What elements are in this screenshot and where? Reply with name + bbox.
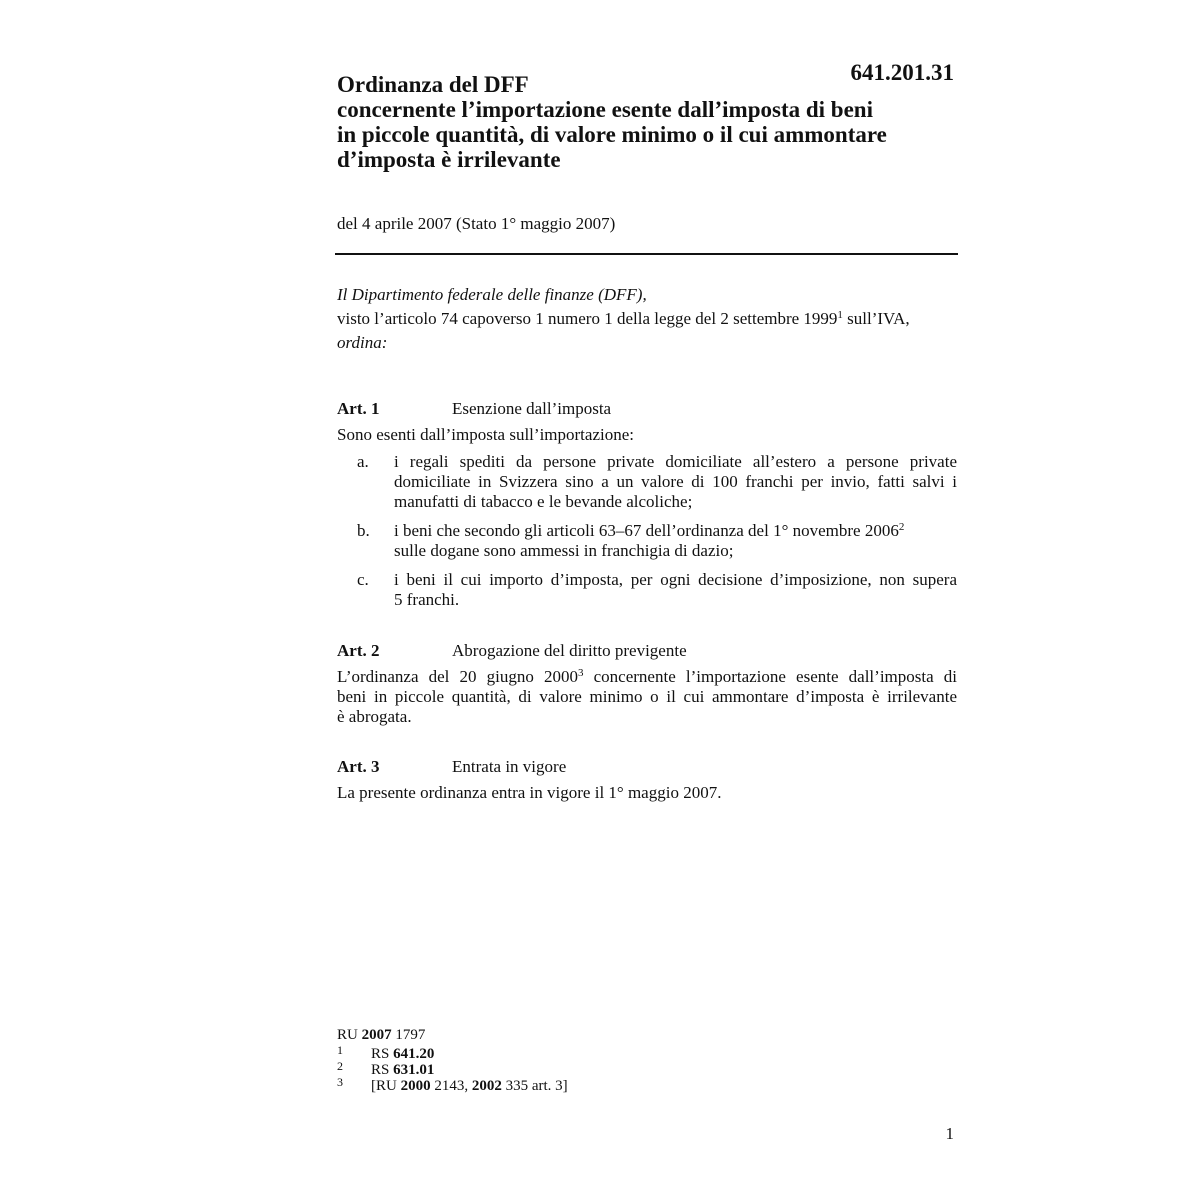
footnotes [337,1026,568,1094]
article-title: Esenzione dall’imposta [452,399,612,418]
footnote-prefix: RS [371,1062,394,1078]
article-3 [337,755,957,803]
list-item-text: i beni che secondo gli articoli 63–67 dell’ordinanza del 1° novembre 2006 [394,521,899,540]
article-intro [337,425,957,445]
footnote-ref-link[interactable]: 641.20 [393,1046,435,1062]
article-text-line: La presente ordinanza entra in vigore il 1° maggio 2007. [337,783,722,802]
footnote-ref-link[interactable]: 631.01 [393,1062,435,1078]
horizontal-rule [335,253,958,255]
page-number: 1 [945,1124,954,1143]
article-label: Art. 2 [337,641,380,660]
article-text [337,783,957,803]
article-intro-text: Sono esenti dall’imposta sull’importazione: [337,425,634,444]
article-heading [337,397,957,421]
article-title: Entrata in vigore [452,757,567,776]
exemption-list [337,452,957,610]
list-marker: b. [357,521,370,540]
list-item-line: i beni il cui importo d’imposta, per ogni decisione d’imposizione, non supera [394,570,957,589]
legal-basis-text: visto l’articolo 74 capoverso 1 numero 1 della legge del 2 settembre 1999 [337,309,838,328]
sr-number: 641.201.31 [850,60,954,85]
article-heading [337,755,957,779]
footnote-text: [RU [371,1078,401,1094]
footnote-year[interactable]: 2000 [400,1078,431,1094]
article-heading [337,639,957,663]
preamble-legal-basis [337,307,957,331]
list-item [337,452,957,512]
footnote-3 [337,1075,568,1094]
ru-year: 2007 [361,1027,392,1043]
preamble-authority: Il Dipartimento federale delle finanze (DFF), [337,285,647,304]
title-line: in piccole quantità, di valore minimo o il cui ammontare [337,122,887,147]
footnote-number: 1 [337,1043,343,1057]
list-item-line: manufatti di tabacco e le bevande alcoliche; [394,492,693,511]
preamble-decree: ordina: [337,333,388,352]
ru-page: 1797 [391,1027,426,1043]
footnote-ref-2[interactable]: 2 [898,521,905,533]
footnote-prefix: RS [371,1046,394,1062]
list-item-line [394,521,957,541]
legal-basis-text-end: sull’IVA, [842,309,910,328]
list-marker: c. [357,570,369,589]
list-item-line: 5 franchi. [394,590,460,609]
footnote-year[interactable]: 2002 [471,1078,502,1094]
list-item-line: sulle dogane sono ammessi in franchigia di dazio; [394,541,734,560]
footnote-1 [337,1043,568,1062]
article-label: Art. 3 [337,757,380,776]
list-item [337,521,957,561]
article-text-line: è abrogata. [337,707,412,726]
footnote-number: 3 [337,1075,343,1089]
article-label: Art. 1 [337,399,380,418]
title-line: d’imposta è irrilevante [337,147,561,172]
footnote-number: 2 [337,1059,343,1073]
title-line: Ordinanza del DFF [337,72,529,97]
ru-reference [337,1026,568,1044]
article-text-part: L’ordinanza del 20 giugno 2000 [337,667,578,686]
list-marker: a. [357,452,369,471]
footnote-ref-3[interactable]: 3 [578,667,584,679]
footnote-text: 2143, [430,1078,472,1094]
article-text [337,667,957,727]
article-text-line [337,667,957,687]
footnote-ref-1[interactable]: 1 [837,309,843,321]
list-item-line: i regali spediti da persone private domiciliate all’estero a persone private [394,452,957,471]
date-status-line: del 4 aprile 2007 (Stato 1° maggio 2007) [337,214,616,233]
footnote-2 [337,1059,568,1078]
list-item [337,570,957,610]
title-line: concernente l’importazione esente dall’imposta di beni [337,97,873,122]
article-text-part: concernente l’importazione esente dall’imposta di [583,667,957,686]
article-title: Abrogazione del diritto previgente [452,641,687,660]
footnote-text: 335 art. 3] [501,1078,568,1094]
document-title [337,72,957,172]
article-2 [337,639,957,727]
article-text-line: beni in piccole quantità, di valore minimo o il cui ammontare d’imposta è irrilevante [337,687,957,706]
article-1 [337,397,957,619]
preamble [337,283,957,355]
list-item-line: domiciliate in Svizzera sino a un valore di 100 franchi per invio, fatti salvi i [394,472,957,491]
ru-prefix: RU [337,1027,362,1043]
